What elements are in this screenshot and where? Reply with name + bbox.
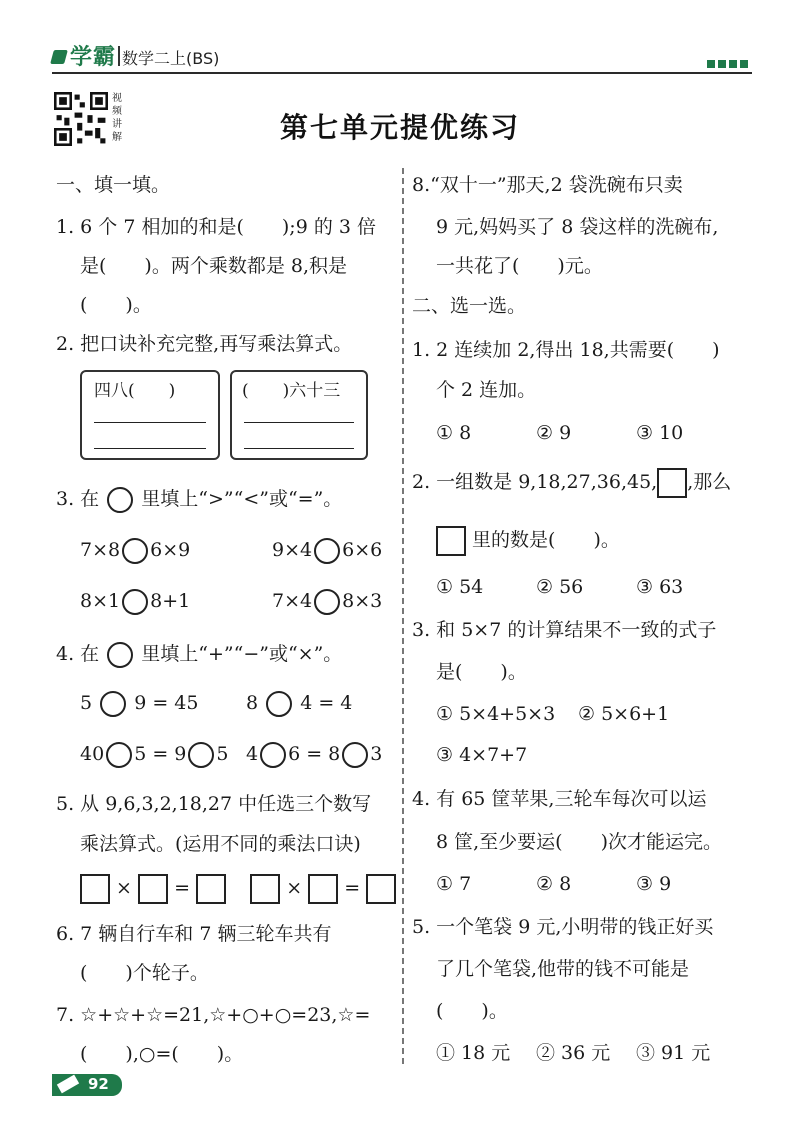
c3-line1: 3. 和 5×7 的计算结果不一致的式子 <box>412 619 717 641</box>
answer-box[interactable] <box>250 874 280 904</box>
c1-opt1[interactable]: ① 8 <box>436 422 472 444</box>
c4-line2: 8 筐,至少要运( )次才能运完。 <box>436 831 722 853</box>
answer-box[interactable] <box>138 874 168 904</box>
answer-circle[interactable] <box>106 742 132 768</box>
answer-box <box>436 526 466 556</box>
circle-icon <box>107 487 133 513</box>
c2-opt2[interactable]: ② 56 <box>536 576 584 598</box>
q3-item-3: 8×1 8+1 <box>80 588 190 615</box>
q4-item-2: 8 4 = 4 <box>246 690 352 717</box>
c3-opt1[interactable]: ① 5×4+5×3 <box>436 703 556 725</box>
header-separator <box>118 46 120 66</box>
c5-line1: 5. 一个笔袋 9 元,小明带的钱正好买 <box>412 916 714 938</box>
q4-text: 4. 在 里填上“+”“−”或“×”。 <box>56 641 342 668</box>
q1-line1: 1. 6 个 7 相加的和是( );9 的 3 倍 <box>56 216 376 238</box>
c1-line2: 个 2 连加。 <box>436 379 537 401</box>
q3-text: 3. 在 里填上“>”“<”或“=”。 <box>56 486 342 513</box>
q2-text: 2. 把口诀补充完整,再写乘法算式。 <box>56 333 353 355</box>
c5-line3: ( )。 <box>436 1000 508 1022</box>
header-dots <box>707 60 748 68</box>
section-fill-heading: 一、填一填。 <box>56 174 171 196</box>
c2-line1: 2. 一组数是 9,18,27,36,45, ,那么 <box>412 468 731 498</box>
q2-box2-label: ( )六十三 <box>242 381 341 401</box>
q2-box-2 <box>230 370 368 460</box>
q7-line2: ( ),○=( )。 <box>80 1043 244 1065</box>
c4-opt2[interactable]: ② 8 <box>536 873 572 895</box>
column-divider <box>402 168 404 1064</box>
c4-opt1[interactable]: ① 7 <box>436 873 472 895</box>
page-title: 第七单元提优练习 <box>279 111 520 144</box>
answer-circle[interactable] <box>100 691 126 717</box>
q7-line1: 7. ☆+☆+☆=21,☆+○+○=23,☆= <box>56 1004 371 1026</box>
c5-opt3[interactable]: ③ 91 元 <box>636 1042 711 1064</box>
q1-line2: 是( )。两个乘数都是 8,积是 <box>80 255 347 277</box>
q3-item-2: 9×4 6×6 <box>272 537 382 564</box>
answer-circle[interactable] <box>122 538 148 564</box>
section-choose-heading: 二、选一选。 <box>412 295 527 317</box>
q1-line3: ( )。 <box>80 294 152 316</box>
q8-line3: 一共花了( )元。 <box>436 255 603 277</box>
q8-line1: 8.“双十一”那天,2 袋洗碗布只卖 <box>412 174 683 196</box>
answer-circle[interactable] <box>260 742 286 768</box>
q4-item-3: 40 5 = 9 5 <box>80 741 228 768</box>
c5-opt2[interactable]: ② 36 元 <box>536 1042 611 1064</box>
q6-line2: ( )个轮子。 <box>80 962 209 984</box>
c2-opt3[interactable]: ③ 63 <box>636 576 684 598</box>
circle-icon <box>107 642 133 668</box>
q2-box-1 <box>80 370 220 460</box>
page-number: 92 <box>88 1075 109 1093</box>
c3-opt2[interactable]: ② 5×6+1 <box>578 703 670 725</box>
q6-line1: 6. 7 辆自行车和 7 辆三轮车共有 <box>56 923 332 945</box>
answer-box[interactable] <box>308 874 338 904</box>
book-subtitle: 数学二上(BS) <box>122 49 220 68</box>
c1-opt2[interactable]: ② 9 <box>536 422 572 444</box>
answer-circle[interactable] <box>188 742 214 768</box>
c1-opt3[interactable]: ③ 10 <box>636 422 684 444</box>
header-rule <box>52 72 752 74</box>
q8-line2: 9 元,妈妈买了 8 袋这样的洗碗布, <box>436 216 719 238</box>
answer-box[interactable] <box>366 874 396 904</box>
answer-box[interactable] <box>196 874 226 904</box>
q2-box1-label: 四八( ) <box>94 381 176 401</box>
q5-line1: 5. 从 9,6,3,2,18,27 中任选三个数写 <box>56 793 372 815</box>
q3-item-1: 7×8 6×9 <box>80 537 190 564</box>
answer-circle[interactable] <box>342 742 368 768</box>
c1-line1: 1. 2 连续加 2,得出 18,共需要( ) <box>412 339 720 361</box>
c5-opt1[interactable]: ① 18 元 <box>436 1042 511 1064</box>
answer-box <box>657 468 687 498</box>
answer-circle[interactable] <box>122 589 148 615</box>
c4-opt3[interactable]: ③ 9 <box>636 873 672 895</box>
c2-line2: 里的数是( )。 <box>436 526 620 556</box>
c3-opt3[interactable]: ③ 4×7+7 <box>436 744 528 766</box>
c5-line2: 了几个笔袋,他带的钱不可能是 <box>436 958 690 980</box>
answer-circle[interactable] <box>314 538 340 564</box>
c2-opt1[interactable]: ① 54 <box>436 576 484 598</box>
qr-label: 视频讲解 <box>112 93 122 143</box>
q5-answer-row: × = × = <box>80 874 396 904</box>
q4-item-1: 5 9 = 45 <box>80 690 198 717</box>
q5-line2: 乘法算式。(运用不同的乘法口诀) <box>80 833 361 855</box>
logo-icon <box>50 50 68 64</box>
c4-line1: 4. 有 65 筐苹果,三轮车每次可以运 <box>412 788 707 810</box>
answer-box[interactable] <box>80 874 110 904</box>
q3-item-4: 7×4 8×3 <box>272 588 382 615</box>
brand-logo: 学霸 <box>52 40 116 71</box>
c3-line2: 是( )。 <box>436 661 527 683</box>
q4-item-4: 4 6 = 8 3 <box>246 741 382 768</box>
answer-circle[interactable] <box>314 589 340 615</box>
answer-circle[interactable] <box>266 691 292 717</box>
